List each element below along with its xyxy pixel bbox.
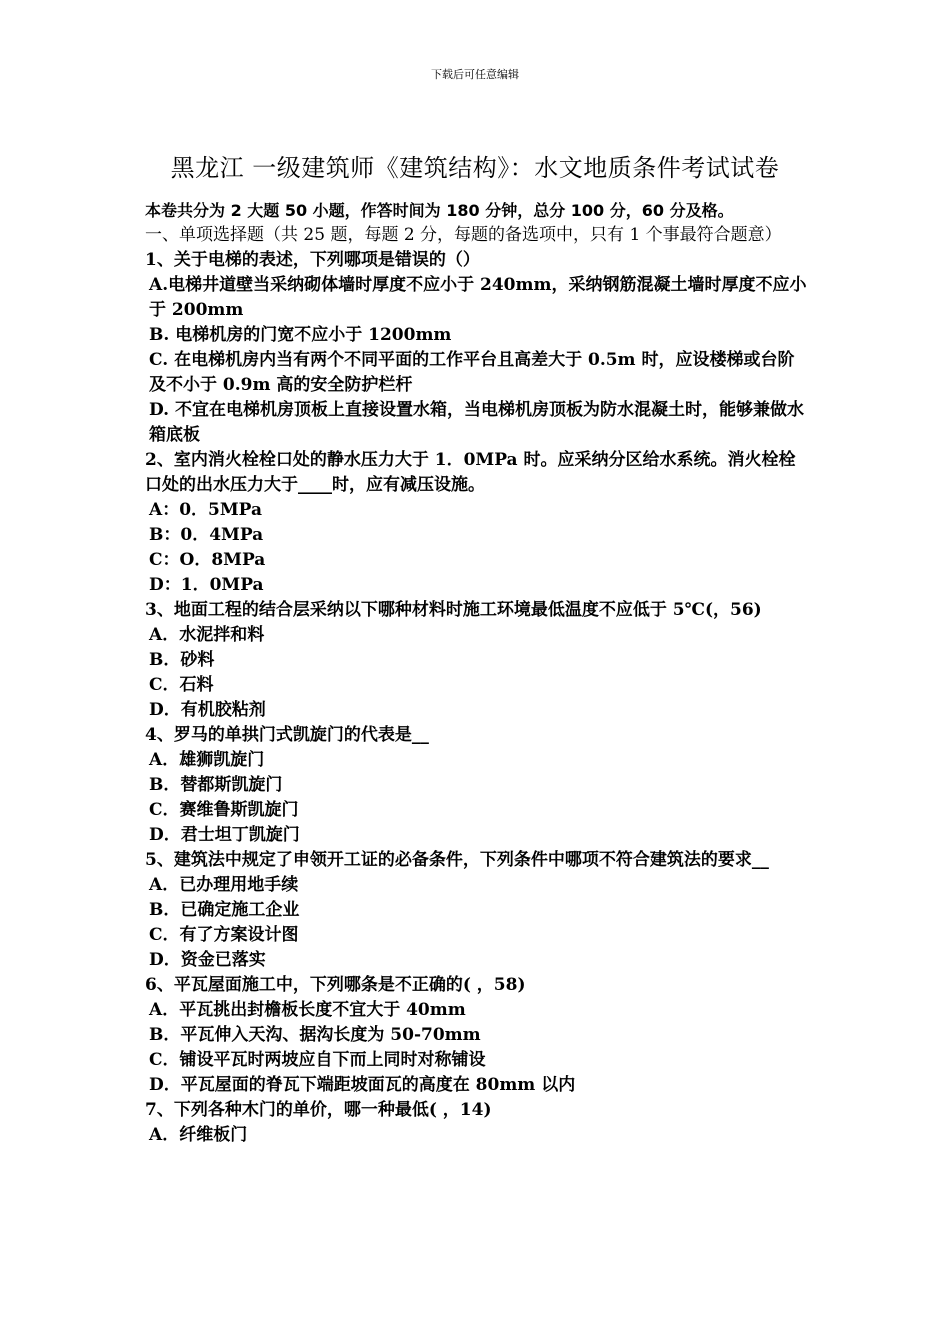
- option-d: D. 不宜在电梯机房顶板上直接设置水箱，当电梯机房顶板为防水混凝土时，能够兼做水箱底板: [149, 400, 804, 445]
- option-b: B：0．4MPa: [149, 525, 264, 545]
- option-b: B. 电梯机房的门宽不应小于 1200mm: [149, 325, 452, 345]
- question-stem: 6、平瓦屋面施工中，下列哪条是不正确的( ，58): [145, 975, 526, 995]
- document-body: [145, 198, 810, 1148]
- option-c: C．赛维鲁斯凯旋门: [149, 800, 299, 820]
- question-stem: 1、关于电梯的表述，下列哪项是错误的（）: [145, 250, 480, 270]
- question-stem: 2、室内消火栓栓口处的静水压力大于 1．0MPa 时。应采纳分区给水系统。消火栓栓口处的出水压力大于____时，应有减压设施。: [145, 450, 796, 495]
- option-a: A：0．5MPa: [149, 500, 263, 520]
- option-d: D．资金已落实: [149, 950, 266, 970]
- header-note: 下载后可任意编辑: [431, 68, 519, 81]
- option-c: C：O．8MPa: [149, 550, 266, 570]
- question-1: [145, 248, 810, 448]
- question-5: [145, 848, 810, 973]
- option-b: B．替都斯凯旋门: [149, 775, 283, 795]
- option-c: C．铺设平瓦时两坡应自下而上同时对称铺设: [149, 1050, 486, 1070]
- option-d: D．平瓦屋面的脊瓦下端距坡面瓦的高度在 80mm 以内: [149, 1075, 576, 1095]
- question-stem: 5、建筑法中规定了申领开工证的必备条件，下列条件中哪项不符合建筑法的要求__: [145, 850, 769, 870]
- document-title: 黑龙江 一级建筑师《建筑结构》：水文地质条件考试试卷: [170, 154, 780, 182]
- question-stem: 7、下列各种木门的单价，哪一种最低( ，14): [145, 1100, 492, 1120]
- option-a: A．平瓦挑出封檐板长度不宜大于 40mm: [149, 1000, 466, 1020]
- option-a: A.电梯井道壁当采纳砌体墙时厚度不应小于 240mm，采纳钢筋混凝土墙时厚度不应小于 200mm: [149, 275, 807, 320]
- option-a: A．已办理用地手续: [149, 875, 299, 895]
- exam-summary: 本卷共分为 2 大题 50 小题，作答时间为 180 分钟，总分 100 分，60 分及格。: [145, 201, 734, 220]
- option-a: A．纤维板门: [149, 1125, 248, 1145]
- question-3: [145, 598, 810, 723]
- question-stem: 4、罗马的单拱门式凯旋门的代表是__: [145, 725, 429, 745]
- option-b: B．砂料: [149, 650, 215, 670]
- question-6: [145, 973, 810, 1098]
- option-c: C. 在电梯机房内当有两个不同平面的工作平台且高差大于 0.5m 时，应设楼梯或台阶及不小于 0.9m 高的安全防护栏杆: [149, 350, 795, 395]
- option-a: A．雄狮凯旋门: [149, 750, 265, 770]
- option-d: D．有机胶粘剂: [149, 700, 266, 720]
- option-c: C．有了方案设计图: [149, 925, 299, 945]
- option-c: C．石料: [149, 675, 214, 695]
- option-d: D．君士坦丁凯旋门: [149, 825, 300, 845]
- question-stem: 3、地面工程的结合层采纳以下哪种材料时施工环境最低温度不应低于 5℃(，56): [145, 600, 762, 620]
- option-a: A．水泥拌和料: [149, 625, 265, 645]
- question-7: [145, 1098, 810, 1148]
- question-2: [145, 448, 810, 598]
- option-b: B．已确定施工企业: [149, 900, 300, 920]
- option-d: D：1．0MPa: [149, 575, 264, 595]
- section-heading: 一、单项选择题（共 25 题，每题 2 分，每题的备选项中，只有 1 个事最符合题意）: [145, 225, 782, 245]
- option-b: B．平瓦伸入天沟、据沟长度为 50-70mm: [149, 1025, 481, 1045]
- question-4: [145, 723, 810, 848]
